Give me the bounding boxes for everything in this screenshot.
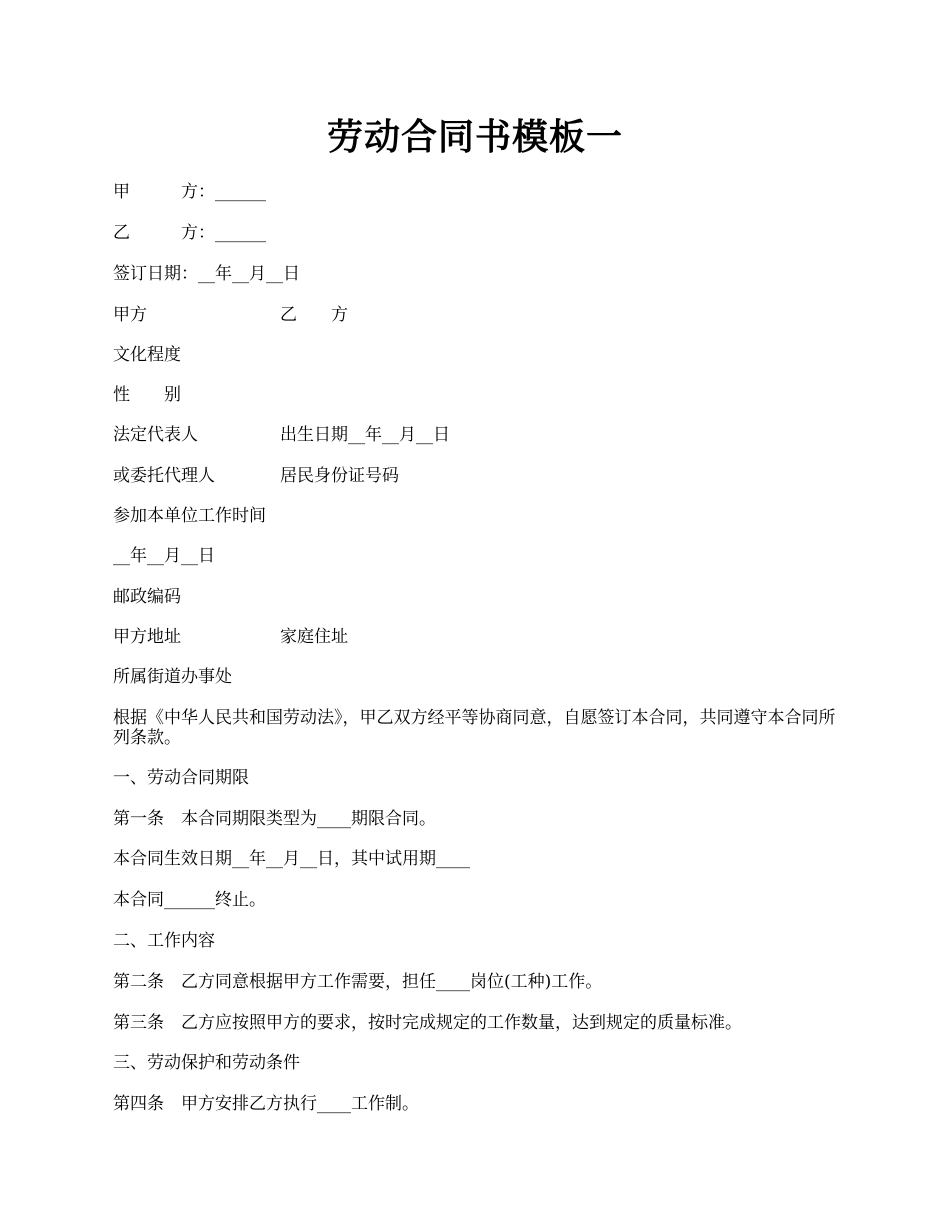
party-a-line: 甲 方：______ [113, 182, 266, 202]
education-label: 文化程度 [113, 345, 181, 365]
birth-date-label: 出生日期__年__月__日 [280, 425, 450, 445]
postcode-label: 邮政编码 [113, 587, 181, 607]
article-4: 第四条 甲方安排乙方执行____工作制。 [113, 1094, 419, 1114]
join-date-line: __年__月__日 [113, 546, 215, 566]
id-number-label: 居民身份证号码 [280, 466, 399, 486]
sign-date-line: 签订日期：__年__月__日 [113, 264, 300, 284]
party-a-label: 甲方 [113, 305, 147, 325]
article-2: 第二条 乙方同意根据甲方工作需要，担任____岗位(工种)工作。 [113, 972, 603, 992]
agent-label: 或委托代理人 [113, 466, 215, 486]
article-3: 第三条 乙方应按照甲方的要求，按时完成规定的工作数量，达到规定的质量标准。 [113, 1013, 742, 1033]
preamble-paragraph: 根据《中华人民共和国劳动法》，甲乙双方经平等协商同意，自愿签订本合同，共同遵守本合同所列条款。 [113, 708, 836, 748]
legal-representative-label: 法定代表人 [113, 425, 198, 445]
article-1: 第一条 本合同期限类型为____期限合同。 [113, 809, 436, 829]
party-b-line: 乙 方：______ [113, 223, 266, 243]
document-title: 劳动合同书模板一 [326, 116, 623, 158]
section-heading-term: 一、劳动合同期限 [113, 768, 249, 788]
section-heading-protection: 三、劳动保护和劳动条件 [113, 1053, 300, 1073]
home-address-label: 家庭住址 [280, 627, 348, 647]
termination-line: 本合同______终止。 [113, 890, 266, 910]
join-time-label: 参加本单位工作时间 [113, 506, 266, 526]
section-heading-work: 二、工作内容 [113, 931, 215, 951]
street-office-label: 所属街道办事处 [113, 667, 232, 687]
party-a-address-label: 甲方地址 [113, 627, 181, 647]
effective-date-line: 本合同生效日期__年__月__日，其中试用期____ [113, 849, 470, 869]
party-b-label: 乙 方 [280, 305, 348, 325]
gender-label: 性 别 [113, 385, 181, 405]
